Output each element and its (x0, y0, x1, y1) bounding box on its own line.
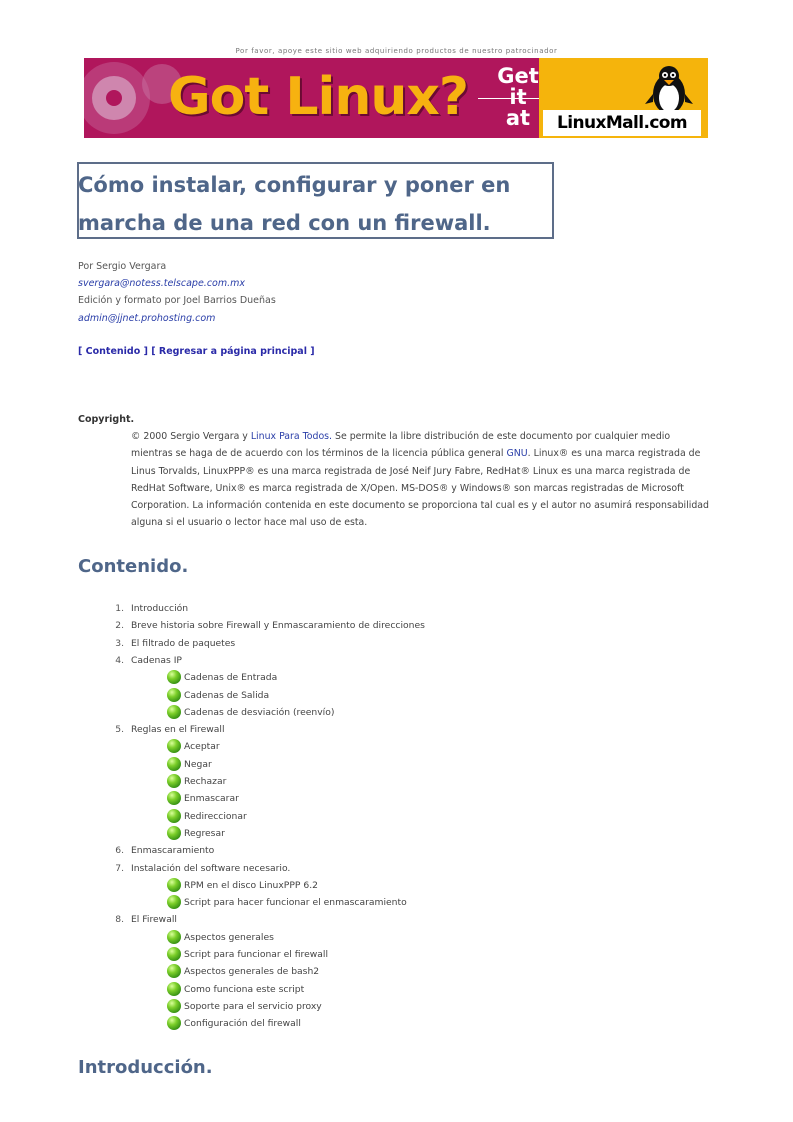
sponsor-banner[interactable] (84, 58, 708, 138)
copyright-part: © 2000 Sergio Vergara y (131, 431, 251, 442)
gnu-link[interactable]: GNU (506, 448, 528, 460)
toc-link[interactable]: Instalación del software necesario. (131, 862, 291, 874)
toc-sublink[interactable]: Soporte para el servicio proxy (184, 1000, 322, 1012)
green-bullet-icon (167, 999, 181, 1013)
green-bullet-icon (167, 930, 181, 944)
banner-cta-word: it (509, 85, 527, 109)
toc-sublink[interactable]: Como funciona este script (184, 983, 305, 995)
sponsor-notice: Por favor, apoye este sitio web adquiriendo productos de nuestro patrocinador (235, 47, 558, 55)
banner-cta (492, 66, 544, 129)
toc-sublink[interactable]: Configuración del firewall (184, 1018, 301, 1030)
green-bullet-icon (167, 688, 181, 702)
toc-number: 8. (115, 914, 124, 926)
toc-sublink[interactable]: Script para hacer funcionar el enmascaramiento (184, 897, 407, 909)
editor-email-link[interactable]: admin@jjnet.prohosting.com (78, 313, 216, 324)
bracket-open: [ (78, 346, 83, 357)
toc-link[interactable]: Breve historia sobre Firewall y Enmascaramiento de direcciones (131, 620, 425, 632)
banner-headline: Got Linux? (168, 67, 469, 127)
green-bullet-icon (167, 739, 181, 753)
green-bullet-icon (167, 947, 181, 961)
introduction-heading: Introducción. (78, 1057, 213, 1078)
banner-cta-word: Get (497, 64, 539, 88)
bracket-mid: ] [ (143, 346, 156, 357)
toc-sublink[interactable]: Aspectos generales de bash2 (184, 966, 320, 978)
toc-sublink[interactable]: Negar (184, 758, 212, 770)
brand-name: LinuxMall.com (543, 110, 701, 136)
toc-number: 1. (115, 603, 124, 614)
toc-number: 4. (115, 654, 124, 666)
toc-sublink[interactable]: Cadenas de Entrada (184, 672, 278, 684)
copyright-text (131, 428, 711, 532)
green-bullet-icon (167, 895, 181, 909)
editor-line: Edición y formato por Joel Barrios Dueñas (78, 295, 276, 306)
copyright-part: Se permite la libre distribución de este documento por cualquier medio mientras se haga de de acuerdo con los términos de la licencia pública general (131, 431, 671, 460)
author-email-link[interactable]: svergara@notess.telscape.com.mx (78, 278, 246, 289)
toc-sublink[interactable]: Aspectos generales (184, 931, 274, 943)
toc-sublink[interactable]: Redireccionar (184, 810, 247, 822)
toc-link[interactable]: Reglas en el Firewall (131, 724, 225, 736)
green-bullet-icon (167, 1016, 181, 1030)
toc-sublink[interactable]: Script para funcionar el firewall (184, 949, 329, 960)
toc-sublink[interactable]: Aceptar (184, 741, 220, 753)
green-bullet-icon (167, 964, 181, 978)
nav-links (78, 346, 315, 357)
toc-sublink[interactable]: Regresar (184, 827, 225, 839)
copyright-heading: Copyright. (78, 414, 135, 425)
linuxmall-logo (539, 58, 708, 138)
contents-link[interactable]: Contenido (85, 346, 141, 357)
green-bullet-icon (167, 670, 181, 684)
bracket-close: ] (310, 346, 315, 357)
green-bullet-icon (167, 791, 181, 805)
home-link[interactable]: Regresar a página principal (158, 346, 307, 357)
green-bullet-icon (167, 757, 181, 771)
penguin-icon (639, 64, 699, 114)
green-bullet-icon (167, 982, 181, 996)
page-title: Cómo instalar, configurar y poner en marcha de una red con un firewall. (78, 173, 511, 235)
toc-sublink[interactable]: Cadenas de Salida (184, 689, 270, 701)
toc-sublink[interactable]: RPM en el disco LinuxPPP 6.2 (184, 879, 318, 891)
toc-number: 2. (115, 620, 124, 632)
toc-link[interactable]: Enmascaramiento (131, 845, 215, 857)
toc-link[interactable]: El Firewall (131, 914, 177, 926)
toc-sublink[interactable]: Rechazar (184, 776, 227, 787)
green-bullet-icon (167, 878, 181, 892)
author-line: Por Sergio Vergara (78, 261, 167, 272)
toc-number: 3. (115, 637, 124, 649)
toc-link[interactable]: Introducción (131, 603, 189, 614)
contents-heading: Contenido. (78, 556, 189, 577)
green-bullet-icon (167, 705, 181, 719)
copyright-part: . Linux® es una marca registrada de Linus Torvalds, LinuxPPP® es una marca registrada de José Neif Jury Fabre, RedHat® Linux es una marca registrada de RedHat Software, Unix® es marca registrada de X/Open. MS-DOS® y Windows® son marcas registradas de Microsoft Corporation. La información contenida en este documento se proporciona tal cual es y el autor no asumirá responsabilidad alguna si el usuario o lector hace mal uso de esta. (131, 448, 709, 529)
linux-para-todos-link[interactable]: Linux Para Todos. (250, 431, 333, 442)
green-bullet-icon (167, 774, 181, 788)
green-bullet-icon (167, 826, 181, 840)
banner-cta-word: at (505, 106, 531, 130)
toc-link[interactable]: El filtrado de paquetes (131, 637, 236, 649)
green-bullet-icon (167, 809, 181, 823)
toc-sublink[interactable]: Cadenas de desviación (reenvío) (184, 706, 335, 718)
toc-sublink[interactable]: Enmascarar (184, 793, 239, 805)
toc-number: 7. (115, 862, 124, 874)
toc-number: 6. (115, 845, 124, 857)
toc-link[interactable]: Cadenas IP (131, 654, 182, 666)
toc-number: 5. (115, 724, 124, 736)
